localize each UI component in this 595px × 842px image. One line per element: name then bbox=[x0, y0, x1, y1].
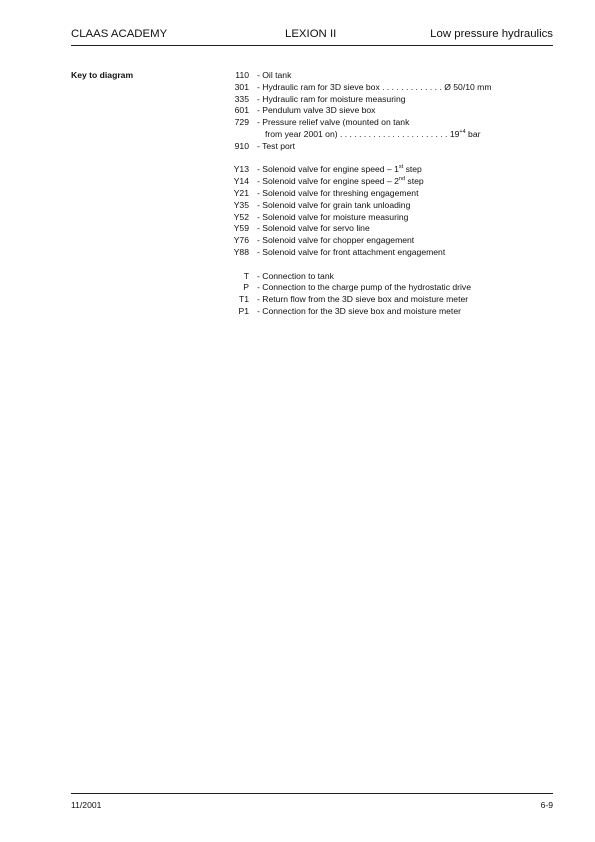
key-text: - Solenoid valve for chopper engagement bbox=[257, 235, 415, 246]
key-text: - Solenoid valve for threshing engagement bbox=[257, 187, 419, 198]
key-row bbox=[208, 306, 553, 318]
key-row bbox=[208, 164, 553, 176]
key-description bbox=[257, 235, 553, 247]
key-text: - Return flow from the 3D sieve box and moisture meter bbox=[257, 294, 469, 305]
key-row bbox=[208, 94, 553, 106]
key-list bbox=[208, 70, 553, 318]
key-row bbox=[208, 176, 553, 188]
key-code: P bbox=[243, 282, 249, 293]
key-code: Y35 bbox=[233, 199, 249, 210]
key-code: P1 bbox=[238, 305, 249, 316]
key-row bbox=[208, 223, 553, 235]
group-gap bbox=[208, 259, 553, 271]
key-code: T1 bbox=[238, 294, 249, 305]
key-row bbox=[208, 200, 553, 212]
key-label: Key to diagram bbox=[71, 70, 134, 80]
key-description bbox=[257, 282, 553, 294]
key-row bbox=[208, 105, 553, 117]
group-gap bbox=[208, 153, 553, 165]
key-row bbox=[208, 294, 553, 306]
key-description bbox=[257, 247, 553, 259]
key-row bbox=[208, 188, 553, 200]
key-description bbox=[257, 306, 553, 318]
header-left: CLAAS ACADEMY bbox=[71, 28, 168, 40]
key-description bbox=[257, 94, 553, 106]
key-text: - Test port bbox=[257, 140, 296, 151]
key-row bbox=[208, 141, 553, 153]
key-description bbox=[257, 212, 553, 224]
key-text: - Solenoid valve for servo line bbox=[257, 223, 370, 234]
key-text: - Connection to the charge pump of the hydrostatic drive bbox=[257, 282, 472, 293]
key-code: Y76 bbox=[233, 235, 249, 246]
key-code: 729 bbox=[234, 117, 249, 128]
key-row bbox=[208, 70, 553, 82]
key-description bbox=[257, 105, 553, 117]
key-code: Y21 bbox=[233, 187, 249, 198]
key-text: - Pendulum valve 3D sieve box bbox=[257, 105, 376, 116]
key-row bbox=[208, 129, 553, 141]
key-code: 335 bbox=[234, 93, 249, 104]
key-text: - Solenoid valve for moisture measuring bbox=[257, 211, 409, 222]
page-number: 6-9 bbox=[540, 800, 553, 810]
key-row bbox=[208, 212, 553, 224]
key-text: - Pressure relief valve (mounted on tank bbox=[257, 117, 410, 128]
key-code: 601 bbox=[234, 105, 249, 116]
key-code: Y59 bbox=[233, 223, 249, 234]
key-description bbox=[257, 70, 553, 82]
header-center: LEXION II bbox=[285, 28, 337, 40]
key-text: - Hydraulic ram for 3D sieve box . . . . . . . . . . . . . Ø 50/10 mm bbox=[257, 81, 492, 92]
key-code: Y88 bbox=[233, 246, 249, 257]
key-text: - Oil tank bbox=[257, 70, 292, 80]
key-text: - Solenoid valve for front attachment engagement bbox=[257, 246, 446, 257]
key-row bbox=[208, 282, 553, 294]
key-row bbox=[208, 117, 553, 129]
header-rule bbox=[71, 45, 553, 46]
key-code: 910 bbox=[234, 140, 249, 151]
key-description bbox=[257, 129, 553, 141]
key-description bbox=[257, 271, 553, 283]
key-description bbox=[257, 117, 553, 129]
key-code: Y52 bbox=[233, 211, 249, 222]
key-text: - Solenoid valve for engine speed – 2 bbox=[257, 176, 399, 187]
key-description bbox=[257, 141, 553, 153]
key-code: Y13 bbox=[233, 164, 249, 175]
key-description bbox=[257, 200, 553, 212]
footer-rule bbox=[71, 793, 553, 794]
key-description bbox=[257, 188, 553, 200]
key-row bbox=[208, 247, 553, 259]
key-code: 110 bbox=[235, 70, 249, 80]
header-right: Low pressure hydraulics bbox=[430, 28, 553, 40]
key-text: - Solenoid valve for grain tank unloading bbox=[257, 199, 411, 210]
key-superscript: +4 bbox=[459, 128, 466, 135]
key-description bbox=[257, 294, 553, 306]
key-text: - Solenoid valve for engine speed – 1 bbox=[257, 164, 399, 175]
key-description bbox=[257, 176, 553, 188]
key-description bbox=[257, 223, 553, 235]
footer-date: 11/2001 bbox=[71, 800, 102, 810]
key-row bbox=[208, 235, 553, 247]
key-text: - Connection for the 3D sieve box and moisture meter bbox=[257, 305, 461, 316]
key-text: from year 2001 on) . . . . . . . . . . . . . . . . . . . . . . . 19 bbox=[265, 128, 460, 139]
key-code: Y14 bbox=[233, 176, 249, 187]
key-text: - Connection to tank bbox=[257, 270, 334, 281]
key-superscript: nd bbox=[398, 176, 406, 183]
key-row bbox=[208, 82, 553, 94]
key-description bbox=[257, 164, 553, 176]
key-code: T bbox=[243, 270, 249, 281]
key-code bbox=[208, 129, 257, 141]
key-description bbox=[257, 82, 553, 94]
key-code: 301 bbox=[234, 81, 249, 92]
key-suffix: step bbox=[405, 176, 424, 187]
key-text: - Hydraulic ram for moisture measuring bbox=[257, 93, 406, 104]
key-row bbox=[208, 271, 553, 283]
key-suffix: step bbox=[403, 164, 422, 175]
key-superscript: st bbox=[398, 164, 404, 171]
key-suffix: bar bbox=[465, 128, 481, 139]
